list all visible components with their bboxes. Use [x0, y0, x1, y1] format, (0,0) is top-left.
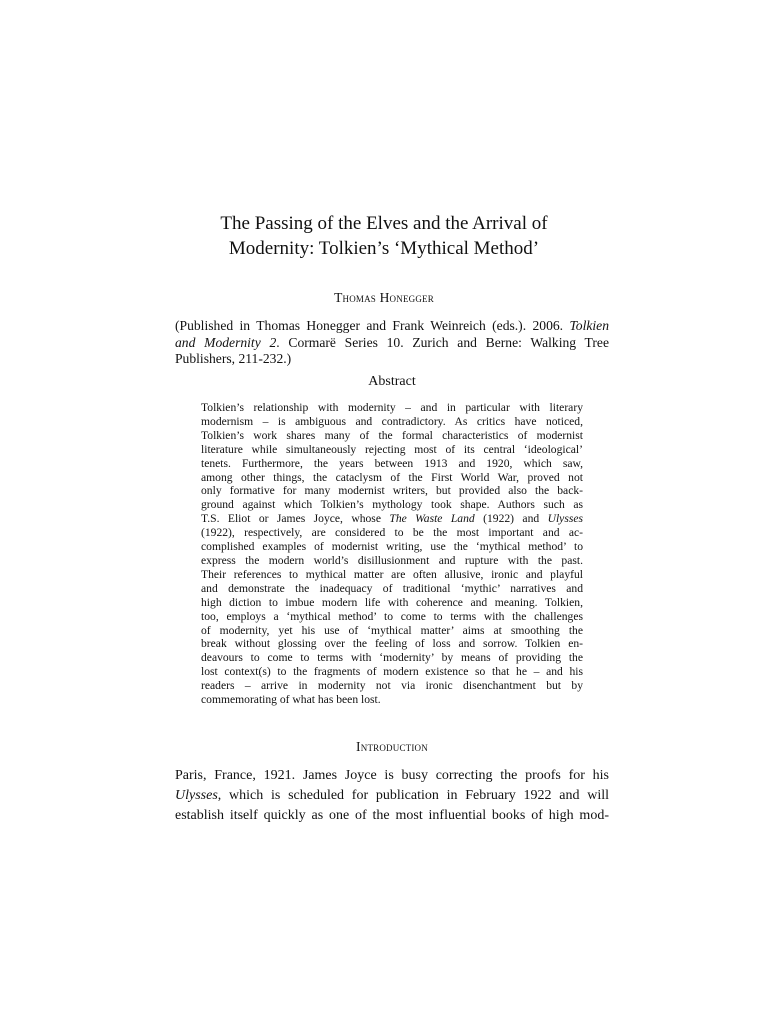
publication-book-title: Tolkien: [569, 318, 609, 333]
abstract-line: readers – arrive in modernity not via ironic disenchantment but by: [201, 679, 583, 693]
abstract-line: ground against which Tolkien’s mythology took shape. Authors such as: [201, 498, 583, 512]
abstract-line: express the modern world’s disillusionment and rupture with the past.: [201, 553, 583, 567]
publication-note-text: . Cormarë Series 10. Zurich and Berne: Walking Tree: [276, 334, 609, 350]
author-name: Thomas Honegger: [334, 290, 434, 305]
abstract-line: lost context(s) to the fragments of modern existence so that he – and his: [201, 665, 583, 679]
publication-book-title: and Modernity 2: [175, 334, 277, 350]
introduction-text: , which is scheduled for publication in February 1922 and will: [217, 788, 609, 803]
abstract-line: modernism – is ambiguous and contradictory. As critics have noticed,: [201, 414, 583, 428]
abstract-line: Tolkien’s work shares many of the formal characteristics of modernist: [201, 428, 583, 442]
abstract-line: (1922), respectively, are considered to be the most important and ac-: [201, 526, 583, 540]
abstract-text: (1922) and: [474, 512, 548, 526]
publication-note-line: [175, 335, 609, 352]
abstract-line: literature while simultaneously rejecting most of its central ‘ideological’: [201, 442, 583, 456]
introduction-work-title: Ulysses: [175, 788, 218, 803]
abstract-work-title: Ulysses: [547, 512, 583, 526]
publication-note-text: (Published in Thomas Honegger and Frank Weinreich (eds.). 2006.: [175, 318, 570, 333]
abstract-line: commemorating of what has been lost.: [201, 693, 381, 707]
abstract-text: T.S. Eliot or James Joyce, whose: [201, 512, 390, 526]
publication-note: [175, 318, 609, 368]
publication-note-line: [175, 318, 609, 335]
title-line-2: Modernity: Tolkien’s ‘Mythical Method’: [228, 238, 540, 259]
abstract-line: Tolkien’s relationship with modernity – and in particular with literary: [201, 401, 583, 414]
abstract-work-title: The Waste Land: [389, 512, 475, 526]
abstract-line: high diction to imbue modern life with coherence and meaning. Tolkien,: [201, 595, 583, 609]
abstract-body: [201, 401, 583, 707]
abstract-line: Their references to mythical matter are often allusive, ironic and playful: [201, 567, 583, 581]
abstract-line: break without glossing over the feeling of loss and sorrow. Tolkien en-: [201, 637, 583, 651]
introduction-line: establish itself quickly as one of the most influential books of high mod-: [175, 808, 609, 823]
introduction-body: [175, 766, 609, 826]
abstract-line: of modernity, yet his use of ‘mythical matter’ aims at smoothing the: [201, 623, 583, 637]
abstract-line: deavours to come to terms with ‘modernity’ by means of providing the: [201, 651, 583, 665]
abstract-line: and demonstrate the inadequacy of traditional ‘mythic’ narratives and: [201, 581, 583, 595]
abstract-line: [201, 512, 583, 526]
abstract-line: only formative for many modernist writers, but provided also the back-: [201, 484, 583, 498]
abstract-line: among other things, the cataclysm of the First World War, proved not: [201, 470, 583, 484]
publication-note-line: Publishers, 211-232.): [175, 351, 292, 366]
paper-title: [150, 211, 618, 261]
title-line-1: The Passing of the Elves and the Arrival of: [220, 213, 548, 234]
abstract-line: too, employs a ‘mythical method’ to come to terms with the challenges: [201, 609, 583, 623]
abstract-line: complished examples of modernist writing, use the ‘mythical method’ to: [201, 540, 583, 554]
introduction-line: [175, 786, 609, 806]
introduction-heading: Introduction: [356, 739, 428, 754]
introduction-line: Paris, France, 1921. James Joyce is busy correcting the proofs for his: [175, 768, 609, 783]
abstract-heading: Abstract: [368, 374, 416, 389]
abstract-line: tenets. Furthermore, the years between 1913 and 1920, which saw,: [201, 456, 583, 470]
